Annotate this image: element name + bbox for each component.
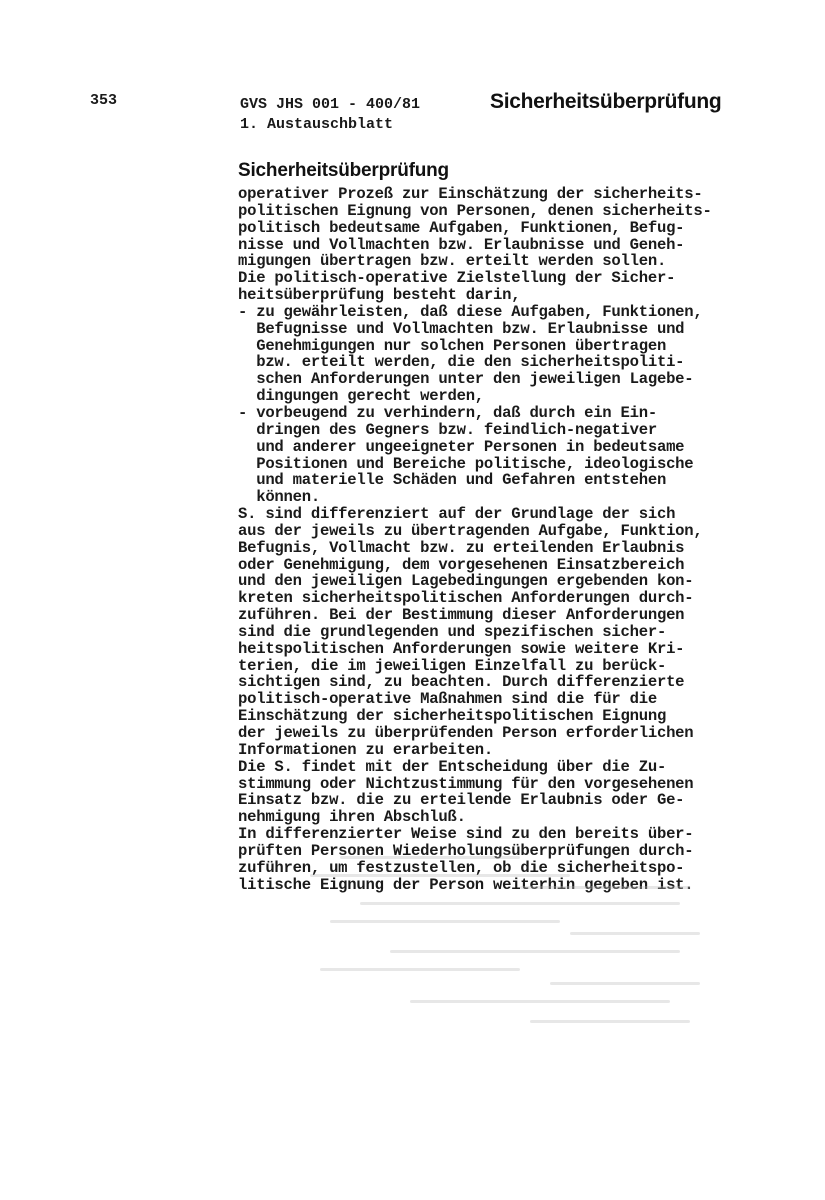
body-line: Die S. findet mit der Entscheidung über die Zu- bbox=[238, 757, 667, 776]
body-line: zuführen. Bei der Bestimmung dieser Anforderungen bbox=[238, 606, 685, 625]
body-line: - vorbeugend zu verhindern, daß durch ein Ein- bbox=[238, 403, 657, 422]
body-line: prüften Personen Wiederholungsüberprüfungen durch- bbox=[238, 841, 694, 860]
body-line: heitsüberprüfung besteht darin, bbox=[238, 286, 521, 305]
body-line: zuführen, um festzustellen, ob die sicherheitspo- bbox=[238, 858, 685, 877]
document-reference-code: GVS JHS 001 - 400/81 bbox=[240, 96, 421, 113]
body-line: heitspolitischen Anforderungen sowie weitere Kri- bbox=[238, 639, 685, 658]
body-line: operativer Prozeß zur Einschätzung der sicherheits- bbox=[238, 185, 703, 203]
body-line: Einsatz bzw. die zu erteilende Erlaubnis oder Ge- bbox=[238, 791, 685, 810]
document-reference bbox=[240, 95, 420, 135]
body-line: sind die grundlegenden und spezifischen sicher- bbox=[238, 622, 667, 641]
body-line: migungen übertragen bzw. erteilt werden sollen. bbox=[238, 252, 667, 271]
body-line: und anderer ungeeigneter Personen in bedeutsame bbox=[238, 437, 685, 456]
body-line: Informationen zu erarbeiten. bbox=[238, 740, 494, 759]
running-head: Sicherheitsüberprüfung bbox=[490, 90, 722, 113]
body-line: der jeweils zu überprüfenden Person erforderlichen bbox=[238, 724, 694, 742]
body-line: politisch bedeutsame Aufgaben, Funktionen, Befug- bbox=[238, 218, 685, 237]
body-line: aus der jeweils zu übertragenden Aufgabe, Funktion, bbox=[238, 521, 703, 540]
body-line: terien, die im jeweiligen Einzelfall zu berück- bbox=[238, 656, 667, 675]
body-line: Einschätzung der sicherheitspolitischen Eignung bbox=[238, 707, 667, 726]
body-line: Befugnis, Vollmacht bzw. zu erteilenden Erlaubnis bbox=[238, 538, 685, 557]
body-line: Befugnisse und Vollmachten bzw. Erlaubnisse und bbox=[238, 319, 685, 338]
body-line: sichtigen sind, zu beachten. Durch differenzierte bbox=[238, 673, 685, 692]
body-line: politischen Eignung von Personen, denen sicherheits- bbox=[238, 201, 712, 220]
entry-body bbox=[238, 186, 718, 893]
document-reference-sheet: 1. Austauschblatt bbox=[240, 116, 394, 133]
body-line: S. sind differenziert auf der Grundlage der sich bbox=[238, 505, 676, 524]
body-line: und materielle Schäden und Gefahren entstehen bbox=[238, 471, 667, 490]
body-line: und den jeweiligen Lagebedingungen ergebenden kon- bbox=[238, 572, 694, 591]
body-line: kreten sicherheitspolitischen Anforderungen durch- bbox=[238, 589, 694, 608]
body-line: politisch-operative Maßnahmen sind die für die bbox=[238, 690, 657, 709]
body-line: bzw. erteilt werden, die den sicherheitspoliti- bbox=[238, 353, 685, 372]
body-line: In differenzierter Weise sind zu den bereits über- bbox=[238, 825, 694, 844]
body-line: Genehmigungen nur solchen Personen übertragen bbox=[238, 336, 667, 355]
body-line: litische Eignung der Person weiterhin gegeben ist. bbox=[238, 875, 694, 894]
body-line: oder Genehmigung, dem vorgesehenen Einsatzbereich bbox=[238, 555, 685, 574]
body-line: können. bbox=[238, 488, 320, 507]
body-line: schen Anforderungen unter den jeweiligen Lagebe- bbox=[238, 370, 694, 389]
body-line: Die politisch-operative Zielstellung der Sicher- bbox=[238, 269, 676, 288]
body-line: nisse und Vollmachten bzw. Erlaubnisse und Geneh- bbox=[238, 235, 685, 254]
body-line: dingungen gerecht werden, bbox=[238, 387, 484, 406]
page-number: 353 bbox=[90, 92, 118, 109]
body-line: nehmigung ihren Abschluß. bbox=[238, 808, 466, 827]
show-through-bleed bbox=[300, 850, 710, 1040]
body-line: Positionen und Bereiche politische, ideologische bbox=[238, 454, 694, 473]
body-line: dringen des Gegners bzw. feindlich-negativer bbox=[238, 420, 657, 439]
body-line: - zu gewährleisten, daß diese Aufgaben, Funktionen, bbox=[238, 302, 703, 321]
body-line: stimmung oder Nichtzustimmung für den vorgesehenen bbox=[238, 774, 694, 793]
entry-title: Sicherheitsüberprüfung bbox=[238, 160, 449, 181]
